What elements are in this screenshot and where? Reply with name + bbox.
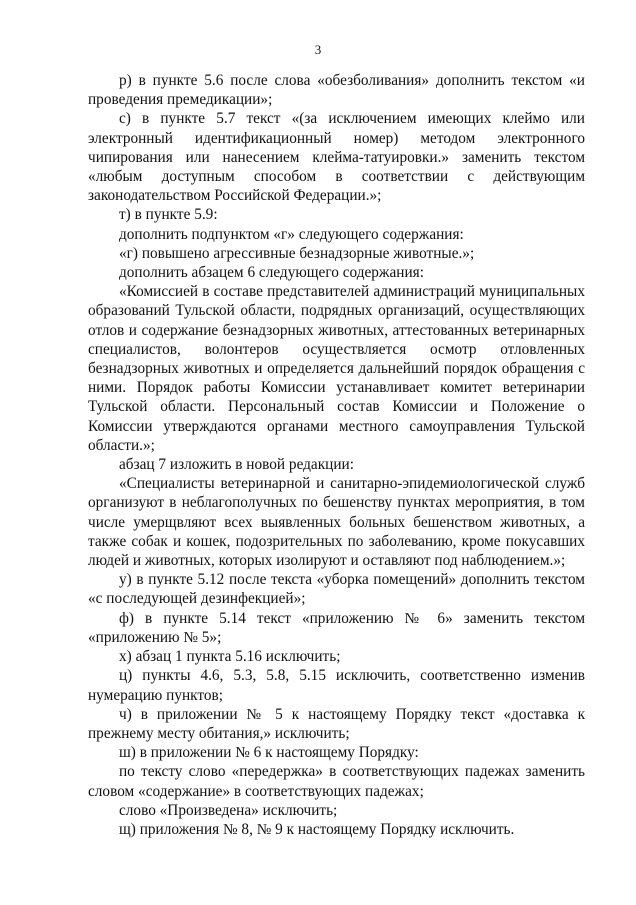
- document-body: [88, 71, 585, 839]
- paragraph-commission-text: «Комиссией в составе представителей администраций муниципальных образований Тульской области, подрядных организаций, осуществляющих отлов и содержание безнадзорных животных, аттестованных ветеринарных специалистов, волонтеров осуществляется осмотр отловленных безнадзорных животных и определяется дальнейший порядок обращения с ними. Порядок работы Комиссии устанавливает комитет ветеринарии Тульской области. Персональный состав Комиссии и Положение о Комиссии утверждаются органами местного самоуправления Тульской области.»;: [88, 283, 585, 454]
- paragraph-subpoint-g: «г) повышено агрессивные безнадзорные животные.»;: [119, 244, 475, 262]
- paragraph-s: с) в пункте 5.7 текст «(за исключением имеющих клеймо или электронный идентификационный номер) методом электронного чипирования или нанесением клейма-татуировки.» заменить текстом «любым доступным способом в соответствии с действующим законодательством Российской Федерации.»;: [88, 110, 585, 205]
- paragraph-abzac-7: абзац 7 изложить в новой редакции:: [119, 456, 354, 474]
- paragraph-r: р) в пункте 5.6 после слова «обезболивания» дополнить текстом «и проведения премедикации»;: [88, 72, 585, 109]
- page-number: 3: [314, 42, 322, 57]
- paragraph-specialists-text: «Специалисты ветеринарной и санитарно-эпидемиологической служб организуют в неблагополучных по бешенству пунктах мероприятия, в том числе умерщвляют всех выявленных больных бешенством животных, а также собак и кошек, подозрительных по заболеванию, кроме покусавших людей и животных, которых изолируют и оставляют под наблюдением.»;: [88, 475, 585, 570]
- paragraph-h: х) абзац 1 пункта 5.16 исключить;: [119, 648, 341, 666]
- paragraph-t: т) в пункте 5.9:: [119, 206, 218, 224]
- paragraph-f: ф) в пункте 5.14 текст «приложению № 6» заменить текстом «приложению № 5»;: [88, 609, 585, 646]
- paragraph-ch: ч) в приложении № 5 к настоящему Порядку текст «доставка к прежнему месту обитания,» исключить;: [88, 705, 585, 742]
- paragraph-replace-peredershka: по тексту слово «передержка» в соответствующих падежах заменить словом «содержание» в соответствующих падежах;: [88, 763, 585, 800]
- paragraph-shch: щ) приложения № 8, № 9 к настоящему Порядку исключить.: [119, 820, 515, 838]
- paragraph-u: у) в пункте 5.12 после текста «уборка помещений» дополнить текстом «с последующей дезинфекцией»;: [88, 571, 585, 608]
- paragraph-ts: ц) пункты 4.6, 5.3, 5.8, 5.15 исключить, соответственно изменив нумерацию пунктов;: [88, 667, 585, 704]
- paragraph-add-abzac-6: дополнить абзацем 6 следующего содержания:: [119, 264, 424, 282]
- paragraph-add-subpoint-g: дополнить подпунктом «г» следующего содержания:: [119, 225, 464, 243]
- paragraph-sh: ш) в приложении № 6 к настоящему Порядку:: [119, 744, 419, 762]
- paragraph-word-proizvedena: слово «Произведена» исключить;: [119, 801, 338, 819]
